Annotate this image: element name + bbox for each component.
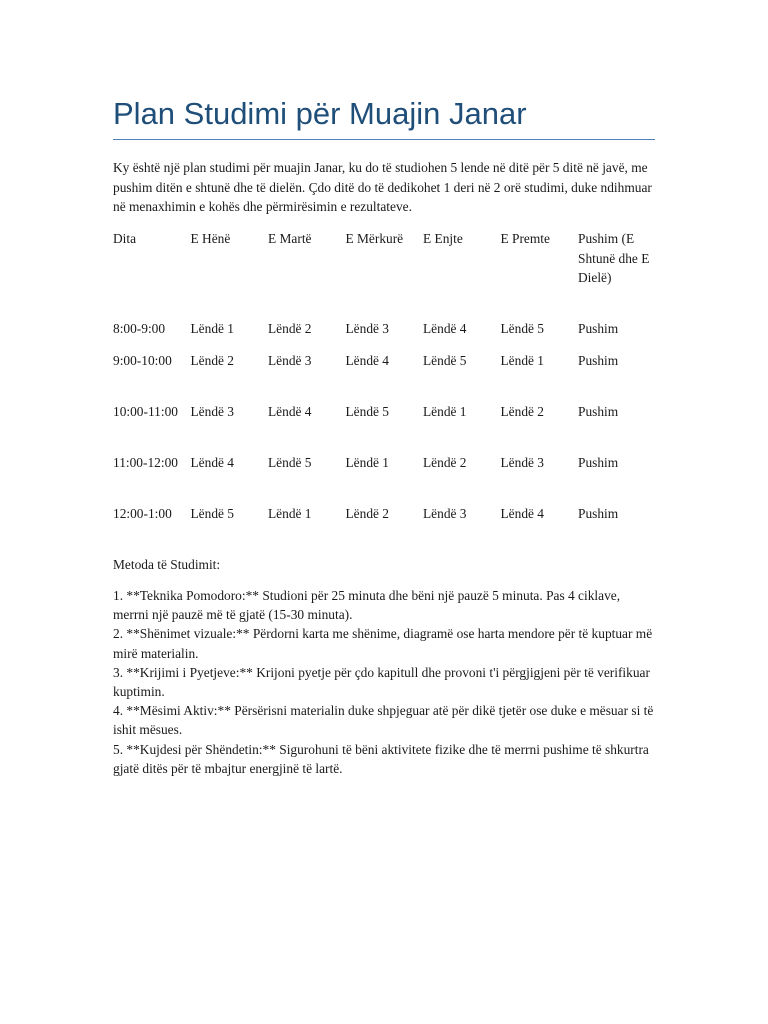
header-friday: E Premte [500, 231, 550, 246]
subject-cell: Lëndë 2 [190, 353, 234, 368]
page-title: Plan Studimi për Muajin Janar [113, 96, 527, 131]
subject-cell: Lëndë 3 [268, 353, 312, 368]
table-row [113, 319, 656, 351]
table-row [113, 402, 656, 453]
list-item: 1. **Teknika Pomodoro:** Studioni për 25 minuta dhe bëni një pauzë 5 minuta. Pas 4 ciklave, merrni një pauzë më të gjatë (15-30 minuta). [113, 588, 621, 623]
rest-cell: Pushim [578, 321, 619, 336]
subject-cell: Lëndë 1 [268, 506, 312, 521]
header-wednesday: E Mërkurë [345, 231, 404, 246]
methods-heading: Metoda të Studimit: [113, 557, 221, 572]
subject-cell: Lëndë 2 [345, 506, 389, 521]
header-thursday: E Enjte [423, 231, 463, 246]
rest-cell: Pushim [578, 353, 619, 368]
title-underline [113, 139, 655, 140]
table-row [113, 453, 656, 504]
table-row [113, 351, 656, 402]
study-methods-list [113, 586, 655, 778]
subject-cell: Lëndë 5 [345, 404, 389, 419]
list-item: 5. **Kujdesi për Shëndetin:** Sigurohuni të bëni aktivitete fizike dhe të merrni pushime të shkurtra gjatë ditës për të mbajtur energjinë të lartë. [113, 741, 649, 776]
rest-cell: Pushim [578, 506, 619, 521]
list-item: 2. **Shënimet vizuale:** Përdorni karta me shënime, diagramë ose harta mendore për të kuptuar më mirë materialin. [113, 626, 653, 661]
time-cell: 11:00-12:00 [113, 455, 178, 470]
subject-cell: Lëndë 2 [423, 455, 467, 470]
study-schedule-table [113, 229, 656, 548]
subject-cell: Lëndë 1 [190, 321, 234, 336]
subject-cell: Lëndë 4 [423, 321, 467, 336]
time-cell: 12:00-1:00 [113, 506, 172, 521]
time-cell: 10:00-11:00 [113, 404, 178, 419]
header-day: Dita [113, 231, 137, 246]
intro-paragraph: Ky është një plan studimi për muajin Janar, ku do të studiohen 5 lende në ditë për 5 ditë në javë, me pushim ditën e shtunë dhe të dielën. Çdo ditë do të dedikohet 1 deri në 2 orë studimi, duke ndihmuar në menaxhimin e kohës dhe përmirësimin e rezultateve. [113, 160, 652, 214]
subject-cell: Lëndë 3 [500, 455, 544, 470]
subject-cell: Lëndë 5 [190, 506, 234, 521]
table-header-row [113, 229, 656, 319]
rest-cell: Pushim [578, 404, 619, 419]
subject-cell: Lëndë 5 [423, 353, 467, 368]
subject-cell: Lëndë 4 [345, 353, 389, 368]
header-weekend-rest: Pushim (E Shtunë dhe E Dielë) [578, 231, 650, 285]
subject-cell: Lëndë 3 [190, 404, 234, 419]
subject-cell: Lëndë 3 [423, 506, 467, 521]
subject-cell: Lëndë 2 [268, 321, 312, 336]
table-row [113, 504, 656, 548]
subject-cell: Lëndë 5 [268, 455, 312, 470]
subject-cell: Lëndë 3 [345, 321, 389, 336]
time-cell: 9:00-10:00 [113, 353, 172, 368]
header-tuesday: E Martë [268, 231, 312, 246]
subject-cell: Lëndë 1 [500, 353, 544, 368]
subject-cell: Lëndë 1 [423, 404, 467, 419]
list-item: 3. **Krijimi i Pyetjeve:** Krijoni pyetje për çdo kapitull dhe provoni t'i përgjigjeni për të verifikuar kuptimin. [113, 664, 650, 700]
list-item: 4. **Mësimi Aktiv:** Përsërisni materialin duke shpjeguar atë për dikë tjetër ose duke e mësuar si të ishit mësues. [113, 703, 654, 738]
subject-cell: Lëndë 4 [190, 455, 234, 470]
subject-cell: Lëndë 2 [500, 404, 544, 419]
subject-cell: Lëndë 4 [268, 404, 312, 419]
subject-cell: Lëndë 1 [345, 455, 389, 470]
rest-cell: Pushim [578, 455, 619, 470]
time-cell: 8:00-9:00 [113, 321, 166, 336]
subject-cell: Lëndë 4 [500, 506, 544, 521]
header-monday: E Hënë [190, 231, 231, 246]
subject-cell: Lëndë 5 [500, 321, 544, 336]
